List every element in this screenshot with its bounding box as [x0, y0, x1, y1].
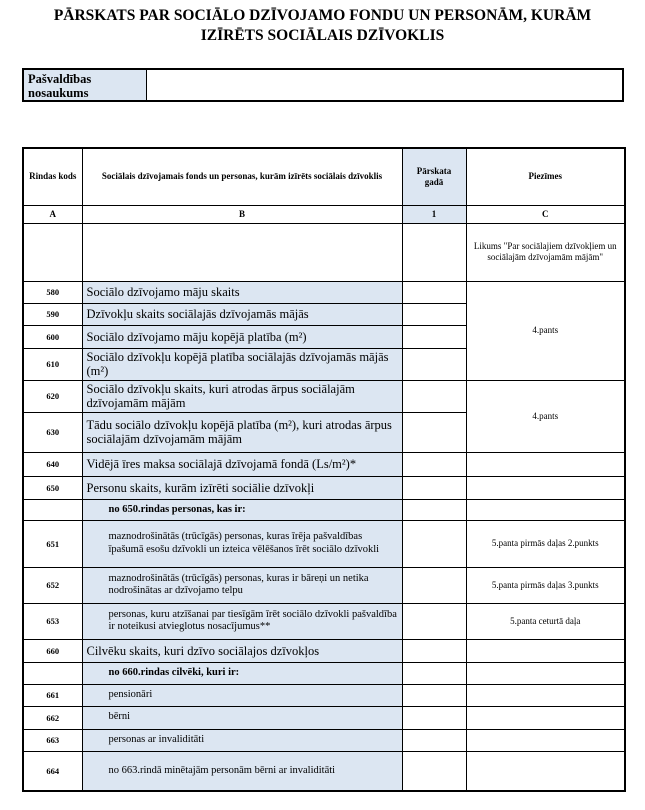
row-code: 620	[23, 380, 82, 412]
row-code	[23, 662, 82, 684]
report-table	[22, 147, 626, 792]
row-value[interactable]	[402, 303, 466, 325]
row-description: Tādu sociālo dzīvokļu kopējā platība (m²), kuri atrodas ārpus sociālajām dzīvojamām mājām	[82, 412, 402, 452]
row-description: no 663.rindā minētajām personām bērni ar invaliditāti	[82, 751, 402, 791]
row-value[interactable]	[402, 380, 466, 412]
row-note: 5.panta ceturtā daļa	[466, 603, 625, 639]
row-code	[23, 499, 82, 520]
title-line-2: IZĪRĒTS SOCIĀLAIS DZĪVOKLIS	[200, 27, 445, 44]
empty-cell	[23, 223, 82, 281]
row-value[interactable]	[402, 684, 466, 706]
header-report-year: Pārskata gadā	[402, 148, 466, 205]
page-title	[0, 6, 645, 46]
row-value[interactable]	[402, 412, 466, 452]
municipality-input[interactable]	[147, 70, 622, 100]
row-code: 663	[23, 729, 82, 751]
row-value[interactable]	[402, 476, 466, 499]
row-code: 590	[23, 303, 82, 325]
row-description: Vidējā īres maksa sociālajā dzīvojamā fondā (Ls/m²)*	[82, 452, 402, 476]
row-note	[466, 662, 625, 684]
row-description: no 650.rindas personas, kas ir:	[82, 499, 402, 520]
row-note	[466, 729, 625, 751]
group-note-2: 4.pants	[466, 380, 625, 452]
row-note	[466, 684, 625, 706]
row-description: Sociālo dzīvokļu skaits, kuri atrodas ārpus sociālajām dzīvojamām mājām	[82, 380, 402, 412]
row-code: 653	[23, 603, 82, 639]
row-code: 660	[23, 639, 82, 662]
header-row-code: Rindas kods	[23, 148, 82, 205]
row-code: 610	[23, 348, 82, 380]
municipality-box	[22, 68, 624, 102]
row-value[interactable]	[402, 325, 466, 348]
row-value[interactable]	[402, 662, 466, 684]
row-description: maznodrošinātās (trūcīgās) personas, kuras ir bāreņi un netika nodrošinātas ar dzīvojamo telpu	[82, 567, 402, 603]
row-value[interactable]	[402, 281, 466, 303]
row-description: Sociālo dzīvojamo māju kopējā platība (m²)	[82, 325, 402, 348]
row-description: bērni	[82, 706, 402, 729]
row-value[interactable]	[402, 499, 466, 520]
empty-cell	[82, 223, 402, 281]
row-value[interactable]	[402, 706, 466, 729]
row-code: 651	[23, 520, 82, 567]
row-code: 652	[23, 567, 82, 603]
header-description: Sociālais dzīvojamais fonds un personas, kurām izīrēts sociālais dzīvoklis	[82, 148, 402, 205]
index-a: A	[23, 205, 82, 223]
row-description: Sociālo dzīvojamo māju skaits	[82, 281, 402, 303]
row-note	[466, 452, 625, 476]
row-note	[466, 476, 625, 499]
header-notes: Piezīmes	[466, 148, 625, 205]
row-code: 662	[23, 706, 82, 729]
row-value[interactable]	[402, 729, 466, 751]
row-description: pensionāri	[82, 684, 402, 706]
row-value[interactable]	[402, 603, 466, 639]
index-b: B	[82, 205, 402, 223]
row-description: Cilvēku skaits, kuri dzīvo sociālajos dzīvokļos	[82, 639, 402, 662]
row-description: no 660.rindas cilvēki, kuri ir:	[82, 662, 402, 684]
row-note: 5.panta pirmās daļas 2.punkts	[466, 520, 625, 567]
title-line-1: PĀRSKATS PAR SOCIĀLO DZĪVOJAMO FONDU UN PERSONĀM, KURĀM	[53, 7, 592, 24]
row-value[interactable]	[402, 751, 466, 791]
row-note	[466, 751, 625, 791]
row-value[interactable]	[402, 520, 466, 567]
empty-cell	[402, 223, 466, 281]
row-value[interactable]	[402, 452, 466, 476]
row-value[interactable]	[402, 639, 466, 662]
row-description: Personu skaits, kurām izīrēti sociālie dzīvokļi	[82, 476, 402, 499]
row-code: 661	[23, 684, 82, 706]
row-description: maznodrošinātās (trūcīgās) personas, kuras īrēja pašvaldības īpašumā esošu dzīvokli un izteica vēlēšanos īrēt sociālo dzīvokli	[82, 520, 402, 567]
index-c: C	[466, 205, 625, 223]
row-code: 640	[23, 452, 82, 476]
row-code: 600	[23, 325, 82, 348]
row-code: 630	[23, 412, 82, 452]
row-note	[466, 639, 625, 662]
row-value[interactable]	[402, 348, 466, 380]
row-value[interactable]	[402, 567, 466, 603]
index-1: 1	[402, 205, 466, 223]
group-note-1: 4.pants	[466, 281, 625, 380]
municipality-label: Pašvaldības nosaukums	[24, 70, 147, 100]
row-note	[466, 706, 625, 729]
row-note	[466, 499, 625, 520]
row-code: 650	[23, 476, 82, 499]
row-code: 664	[23, 751, 82, 791]
row-description: personas ar invaliditāti	[82, 729, 402, 751]
row-description: Sociālo dzīvokļu kopējā platība sociālajās dzīvojamās mājās (m²)	[82, 348, 402, 380]
row-description: Dzīvokļu skaits sociālajās dzīvojamās mājās	[82, 303, 402, 325]
row-note: 5.panta pirmās daļas 3.punkts	[466, 567, 625, 603]
row-code: 580	[23, 281, 82, 303]
row-description: personas, kuru atzīšanai par tiesīgām īrēt sociālo dzīvokli pašvaldība ir noteikusi atvieglotus nosacījumus**	[82, 603, 402, 639]
law-note: Likums "Par sociālajiem dzīvokļiem un sociālajām dzīvojamām mājām"	[466, 223, 625, 281]
